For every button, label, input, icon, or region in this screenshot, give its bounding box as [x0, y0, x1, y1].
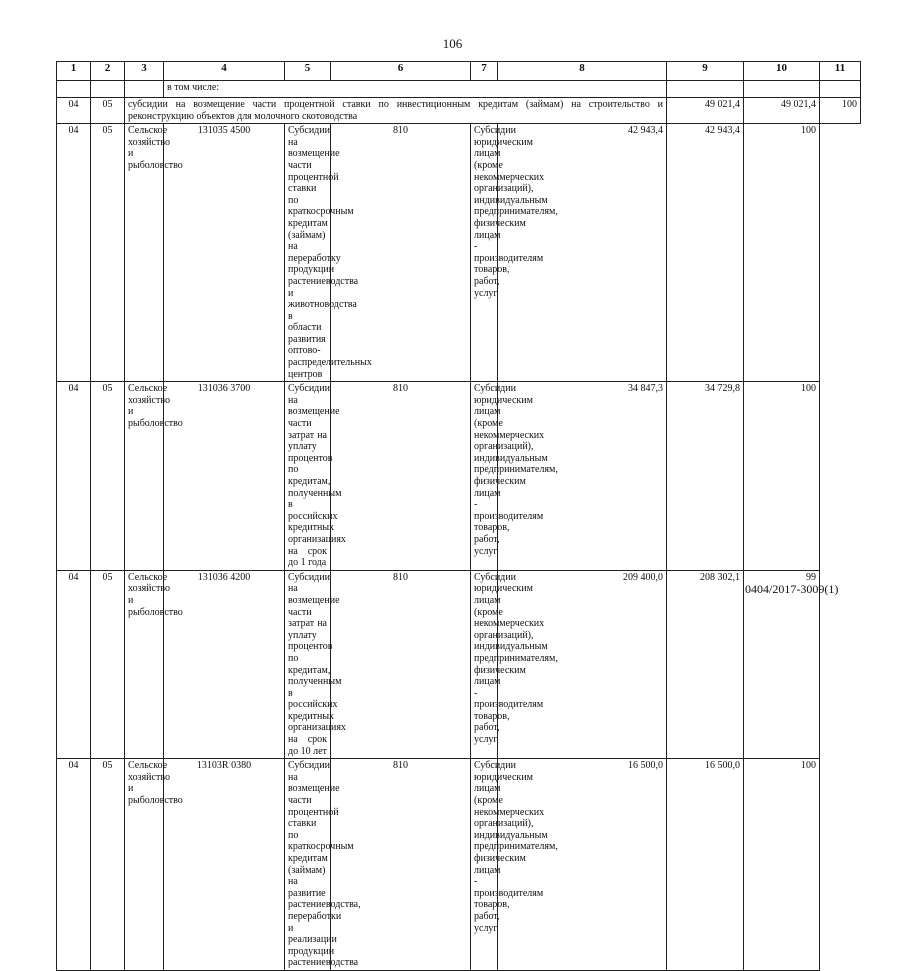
cell-c3: 05 — [91, 124, 125, 382]
cell-c7: 810 — [331, 759, 471, 971]
cell-c10: 16 500,0 — [667, 759, 744, 971]
cell-c2: 04 — [57, 98, 91, 124]
cell-c9: 209 400,0 — [498, 570, 667, 759]
cell-c10: 34 729,8 — [667, 382, 744, 571]
subheader-row — [57, 81, 861, 98]
col-header: 5 — [285, 62, 331, 81]
col-header: 1 — [57, 62, 91, 81]
cell-c10: 49 021,4 — [744, 98, 820, 124]
table-row — [57, 382, 861, 571]
cell-c3: 05 — [91, 98, 125, 124]
table-row — [57, 570, 861, 759]
cell-c9: 34 847,3 — [498, 382, 667, 571]
cell-c4: Сельское хозяйство и рыболовство — [125, 124, 164, 382]
cell-c6: Субсидии на возмещение части процентной ставки по краткосрочным кредитам (займам) на переработку продукции растениеводства и животноводства в области развития оптово-распределительных центров — [285, 124, 331, 382]
cell-c9: 49 021,4 — [667, 98, 744, 124]
table-row — [57, 124, 861, 382]
col-header: 11 — [820, 62, 861, 81]
cell-c6: Субсидии на возмещение части затрат на уплату процентов по кредитам, полученным в российских кредитных организациях на срок до 10 лет — [285, 570, 331, 759]
cell-c4: Сельское хозяйство и рыболовство — [125, 570, 164, 759]
col-header: 7 — [471, 62, 498, 81]
cell-c2: 04 — [57, 382, 91, 571]
summary-text: субсидии на возмещение части процентной ставки по инвестиционным кредитам (займам) на строительство и реконструкцию объектов для молочного скотоводства — [125, 98, 667, 124]
cell-c9: 42 943,4 — [498, 124, 667, 382]
cell-c11: 100 — [744, 759, 820, 971]
cell-c6: Субсидии на возмещение части затрат на уплату процентов по кредитам, полученным в российских кредитных организациях на срок до 1 года — [285, 382, 331, 571]
cell-c2: 04 — [57, 759, 91, 971]
cell-c11: 100 — [744, 382, 820, 571]
document-code: 0404/2017-3009(1) — [745, 582, 839, 596]
cell-c2: 04 — [57, 570, 91, 759]
page-number: 106 — [442, 36, 463, 51]
cell-c11: 100 — [820, 98, 861, 124]
cell-c8: Субсидии юридическим лицам (кроме некоммерческих организаций), индивидуальным предпринимателям, физическим лицам - производителям товаров, работ, услуг — [471, 570, 498, 759]
cell-c4: Сельское хозяйство и рыболовство — [125, 759, 164, 971]
cell-c5: 131036 3700 — [164, 382, 285, 571]
cell-c7: 810 — [331, 570, 471, 759]
cell-c9: 16 500,0 — [498, 759, 667, 971]
cell-c8: Субсидии юридическим лицам (кроме некоммерческих организаций), индивидуальным предпринимателям, физическим лицам - производителям товаров, работ, услуг — [471, 124, 498, 382]
col-header: 10 — [744, 62, 820, 81]
col-header: 9 — [667, 62, 744, 81]
cell-c4: Сельское хозяйство и рыболовство — [125, 382, 164, 571]
cell-c7: 810 — [331, 124, 471, 382]
cell-c3: 05 — [91, 759, 125, 971]
cell-c2: 04 — [57, 124, 91, 382]
col-header: 2 — [91, 62, 125, 81]
cell-c7: 810 — [331, 382, 471, 571]
summary-row — [57, 98, 861, 124]
cell-c5: 131036 4200 — [164, 570, 285, 759]
budget-table — [56, 61, 861, 971]
col-header: 4 — [164, 62, 285, 81]
cell-c11: 99 — [744, 570, 820, 759]
cell-c3: 05 — [91, 570, 125, 759]
subheader-label: в том числе: — [164, 81, 667, 98]
col-header: 6 — [331, 62, 471, 81]
cell-c11: 100 — [744, 124, 820, 382]
cell-c5: 131035 4500 — [164, 124, 285, 382]
table-row — [57, 759, 861, 971]
cell-c8: Субсидии юридическим лицам (кроме некоммерческих организаций), индивидуальным предпринимателям, физическим лицам - производителям товаров, работ, услуг — [471, 759, 498, 971]
cell-c6: Субсидии на возмещение части процентной ставки по краткосрочным кредитам (займам) на развитие растениеводства, переработки и реализации продукции растениеводства — [285, 759, 331, 971]
col-header: 8 — [498, 62, 667, 81]
cell-c10: 208 302,1 — [667, 570, 744, 759]
col-header: 3 — [125, 62, 164, 81]
cell-c3: 05 — [91, 382, 125, 571]
cell-c5: 13103R 0380 — [164, 759, 285, 971]
header-row — [57, 62, 861, 81]
cell-c8: Субсидии юридическим лицам (кроме некоммерческих организаций), индивидуальным предпринимателям, физическим лицам - производителям товаров, работ, услуг — [471, 382, 498, 571]
cell-c10: 42 943,4 — [667, 124, 744, 382]
